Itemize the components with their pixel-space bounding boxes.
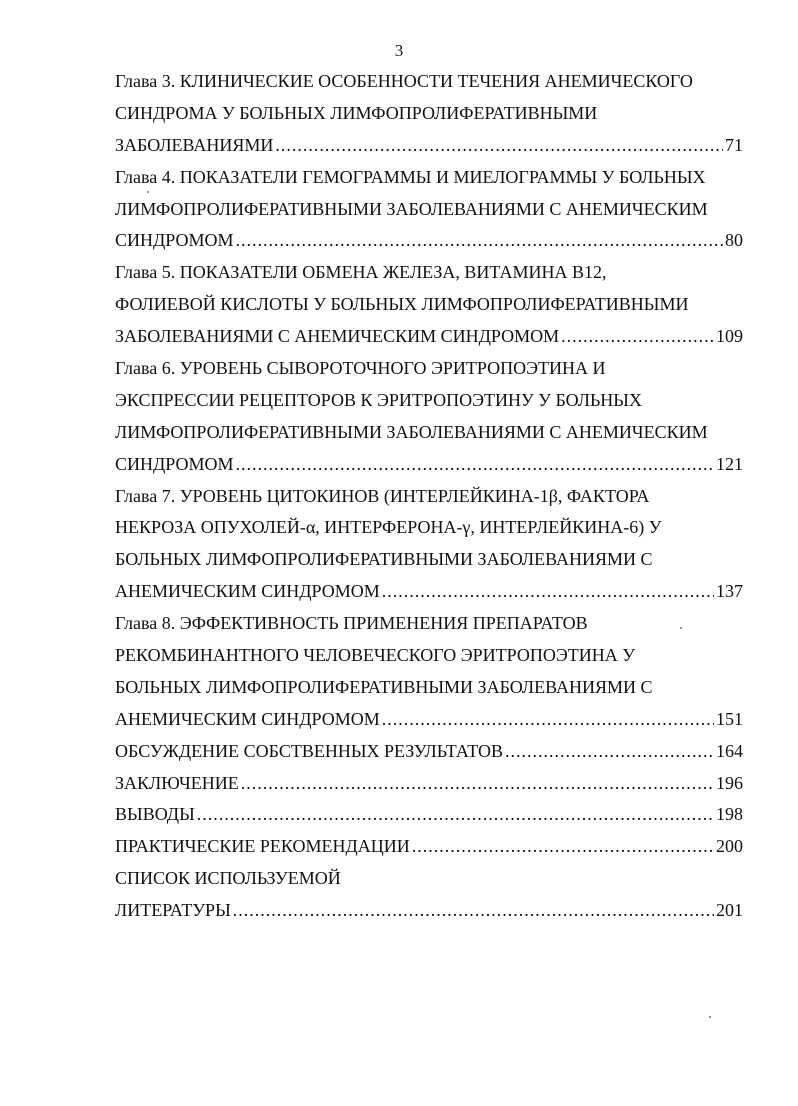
toc-entry-title: ОБСУЖДЕНИЕ СОБСТВЕННЫХ РЕЗУЛЬТАТОВ: [115, 740, 504, 761]
toc-entry-title: СИНДРОМОМ: [115, 453, 234, 474]
toc-entry-title: ФОЛИЕВОЙ КИСЛОТЫ У БОЛЬНЫХ ЛИМФОПРОЛИФЕРАТИВНЫМИ: [115, 294, 689, 315]
toc-entry-title: ЗАБОЛЕВАНИЯМИ С АНЕМИЧЕСКИМ СИНДРОМОМ: [115, 326, 560, 347]
toc-entry-title: Глава 3. КЛИНИЧЕСКИЕ ОСОБЕННОСТИ ТЕЧЕНИЯ АНЕМИЧЕСКОГО: [115, 71, 693, 91]
toc-entry-last-line: [115, 576, 743, 608]
toc-entry: [115, 736, 743, 768]
toc-page-number: 164: [716, 740, 743, 761]
toc-entry-line: [115, 481, 743, 513]
scan-speck: [680, 627, 682, 629]
toc-page-number: 196: [716, 772, 743, 793]
dot-leader: [382, 576, 714, 608]
toc-entry: [115, 831, 743, 863]
toc-entry-title: БОЛЬНЫХ ЛИМФОПРОЛИФЕРАТИВНЫМИ ЗАБОЛЕВАНИЯМИ С: [115, 549, 653, 570]
toc-entry-line: [115, 672, 743, 704]
toc-entry-line: [115, 863, 743, 895]
toc-entry: [115, 481, 743, 609]
toc-entry: [115, 257, 743, 353]
toc-entry-title: Глава 6. УРОВЕНЬ СЫВОРОТОЧНОГО ЭРИТРОПОЭТИНА И: [115, 358, 606, 379]
toc-entry-last-line: [115, 449, 743, 481]
toc-entry-title: ЛИТЕРАТУРЫ: [115, 900, 231, 921]
toc-entry-line: [115, 608, 743, 640]
scan-speck: [709, 1016, 711, 1018]
toc-entry-last-line: [115, 895, 743, 927]
toc-entry-title: ЗАКЛЮЧЕНИЕ: [115, 772, 239, 793]
toc-entry-title: СИНДРОМА У БОЛЬНЫХ ЛИМФОПРОЛИФЕРАТИВНЫМИ: [115, 102, 598, 123]
toc-entry-last-line: [115, 704, 743, 736]
toc-entry: [115, 66, 743, 162]
toc-entry-last-line: [115, 130, 743, 162]
toc-entry-title: ЭКСПРЕССИИ РЕЦЕПТОРОВ К ЭРИТРОПОЭТИНУ У БОЛЬНЫХ: [115, 389, 642, 410]
toc-entry-line: [115, 289, 743, 321]
toc-entry-line: [115, 544, 743, 576]
toc-entry-line: [115, 353, 743, 385]
toc-entry: [115, 162, 743, 258]
toc-page-number: 137: [716, 581, 743, 602]
toc-entry: [115, 768, 743, 800]
toc-entry: [115, 353, 743, 481]
toc-entry-line: [115, 640, 743, 672]
toc-entry-title: Глава 8. ЭФФЕКТИВНОСТЬ ПРИМЕНЕНИЯ ПРЕПАРАТОВ: [115, 613, 588, 634]
toc-entry-title: Глава 5. ПОКАЗАТЕЛИ ОБМЕНА ЖЕЛЕЗА, ВИТАМИНА В12,: [115, 262, 607, 283]
page-number: 3: [394, 41, 404, 60]
toc-page-number: 200: [716, 836, 743, 857]
toc-page-number: 151: [716, 708, 743, 729]
dot-leader: [236, 225, 723, 257]
dot-leader: [236, 449, 714, 481]
toc-entry-last-line: [115, 225, 743, 257]
scan-speck: [147, 191, 149, 193]
toc-entry-title: ЛИМФОПРОЛИФЕРАТИВНЫМИ ЗАБОЛЕВАНИЯМИ С АНЕМИЧЕСКИМ: [115, 421, 708, 442]
toc-page-number: 109: [716, 326, 743, 347]
toc-entry-title: Глава 7. УРОВЕНЬ ЦИТОКИНОВ (ИНТЕРЛЕЙКИНА-1β, ФАКТОРА: [115, 485, 650, 506]
dot-leader: [275, 130, 723, 162]
toc-entry-title: СПИСОК ИСПОЛЬЗУЕМОЙ: [115, 868, 341, 889]
dot-leader: [412, 831, 714, 863]
toc-entry-line: [115, 385, 743, 417]
toc-entry-title: АНЕМИЧЕСКИМ СИНДРОМОМ: [115, 708, 380, 729]
toc-entry: [115, 608, 743, 736]
toc-entry-title: БОЛЬНЫХ ЛИМФОПРОЛИФЕРАТИВНЫМИ ЗАБОЛЕВАНИЯМИ С: [115, 676, 653, 697]
toc-entry-last-line: [115, 799, 743, 831]
toc-entry-title: АНЕМИЧЕСКИМ СИНДРОМОМ: [115, 581, 380, 602]
dot-leader: [505, 736, 714, 768]
toc-entry-title: ЗАБОЛЕВАНИЯМИ: [115, 134, 274, 155]
toc-entry-title: Глава 4. ПОКАЗАТЕЛИ ГЕМОГРАММЫ И МИЕЛОГРАММЫ У БОЛЬНЫХ: [115, 166, 706, 187]
toc-page-number: 198: [716, 804, 743, 825]
toc-entry-title: СИНДРОМОМ: [115, 230, 234, 251]
toc-entry-last-line: [115, 768, 743, 800]
toc-page-number: 71: [725, 134, 743, 155]
toc-entry-title: РЕКОМБИНАНТНОГО ЧЕЛОВЕЧЕСКОГО ЭРИТРОПОЭТИНА У: [115, 645, 635, 666]
dot-leader: [233, 895, 714, 927]
toc-page-number: 80: [725, 230, 743, 251]
dot-leader: [561, 321, 714, 353]
table-of-contents: [115, 66, 743, 927]
toc-entry-last-line: [115, 831, 743, 863]
toc-entry-title: ВЫВОДЫ: [115, 804, 195, 825]
toc-entry-title: ПРАКТИЧЕСКИЕ РЕКОМЕНДАЦИИ: [115, 836, 410, 857]
toc-page-number: 201: [716, 900, 743, 921]
toc-entry-line: [115, 98, 743, 130]
dot-leader: [197, 799, 714, 831]
toc-page-number: 121: [716, 453, 743, 474]
toc-entry-title: ЛИМФОПРОЛИФЕРАТИВНЫМИ ЗАБОЛЕВАНИЯМИ С АНЕМИЧЕСКИМ: [115, 198, 708, 219]
toc-entry-title: НЕКРОЗА ОПУХОЛЕЙ-α, ИНТЕРФЕРОНА-γ, ИНТЕРЛЕЙКИНА-6) У: [115, 517, 662, 538]
toc-entry-last-line: [115, 736, 743, 768]
toc-entry-line: [115, 194, 743, 226]
toc-entry-line: [115, 66, 743, 98]
dot-leader: [241, 768, 714, 800]
toc-entry-line: [115, 512, 743, 544]
toc-entry-line: [115, 417, 743, 449]
toc-entry-line: [115, 257, 743, 289]
toc-entry-last-line: [115, 321, 743, 353]
toc-entry: [115, 799, 743, 831]
toc-entry-line: [115, 162, 743, 194]
toc-entry: [115, 863, 743, 927]
dot-leader: [382, 704, 714, 736]
